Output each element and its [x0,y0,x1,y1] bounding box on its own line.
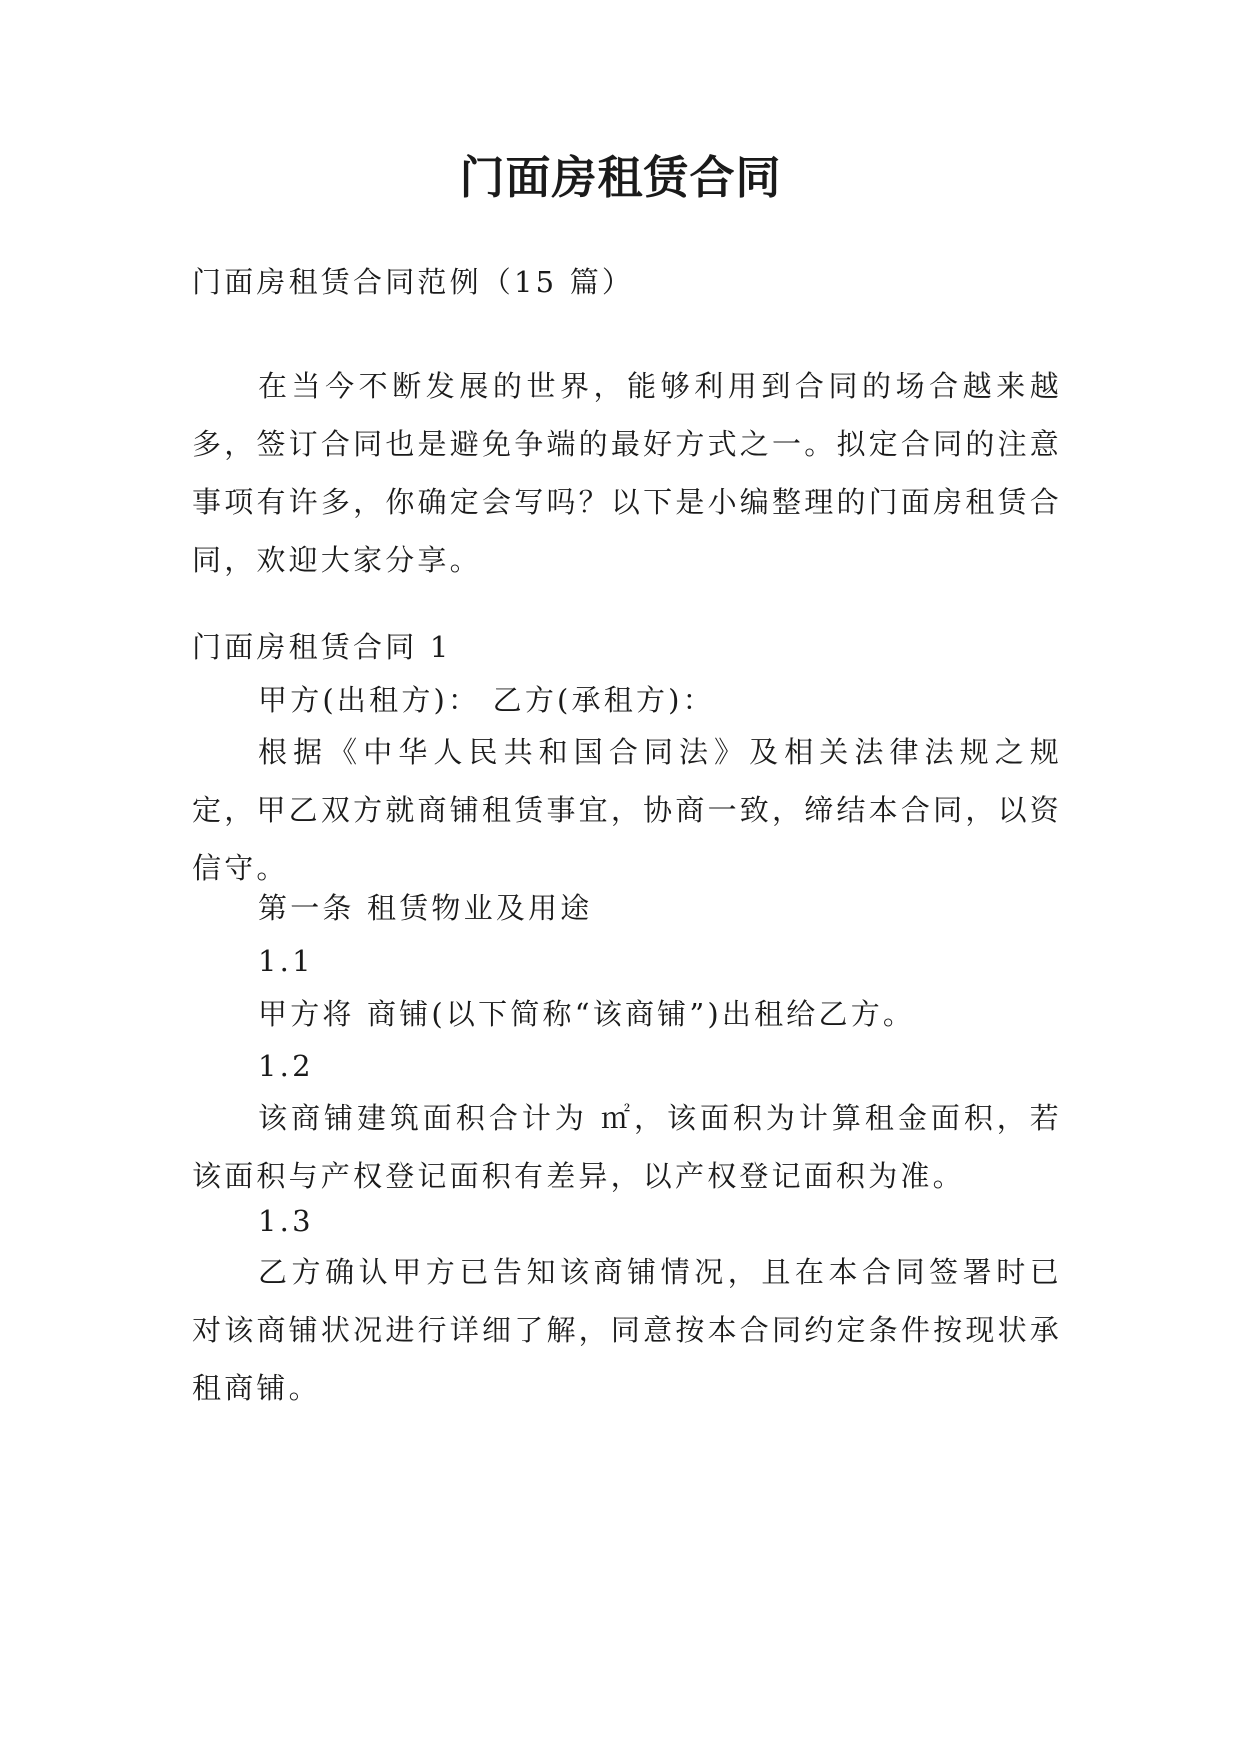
article-1-title: 第一条 租赁物业及用途 [258,891,593,925]
intro-paragraph: 在当今不断发展的世界，能够利用到合同的场合越来越多，签订合同也是避免争端的最好方式之一。拟定合同的注意事项有许多，你确定会写吗？以下是小编整理的门面房租赁合同，欢迎大家分享。 [192,369,1062,577]
preamble-paragraph: 根据《中华人民共和国合同法》及相关法律法规之规定，甲乙双方就商铺租赁事宜，协商一致，缔结本合同，以资信守。 [192,735,1062,885]
contract-heading: 门面房租赁合同 1 [192,630,452,664]
clause-1-3-text: 乙方确认甲方已告知该商铺情况，且在本合同签署时已对该商铺状况进行详细了解，同意按本合同约定条件按现状承租商铺。 [192,1255,1062,1405]
document-subtitle: 门面房租赁合同范例（15 篇） [192,265,635,299]
clause-1-2-text: 该商铺建筑面积合计为 ㎡，该面积为计算租金面积，若该面积与产权登记面积有差异，以产权登记面积为准。 [192,1101,1062,1193]
parties-line: 甲方(出租方)： 乙方(承租方)： [258,683,715,717]
clause-1-3-number: 1.3 [258,1204,314,1238]
clause-1-1-text: 甲方将 商铺(以下简称“该商铺”)出租给乙方。 [258,997,916,1031]
clause-1-1-number: 1.1 [258,944,314,978]
document-title: 门面房租赁合同 [459,151,782,204]
clause-1-2-number: 1.2 [258,1049,314,1083]
